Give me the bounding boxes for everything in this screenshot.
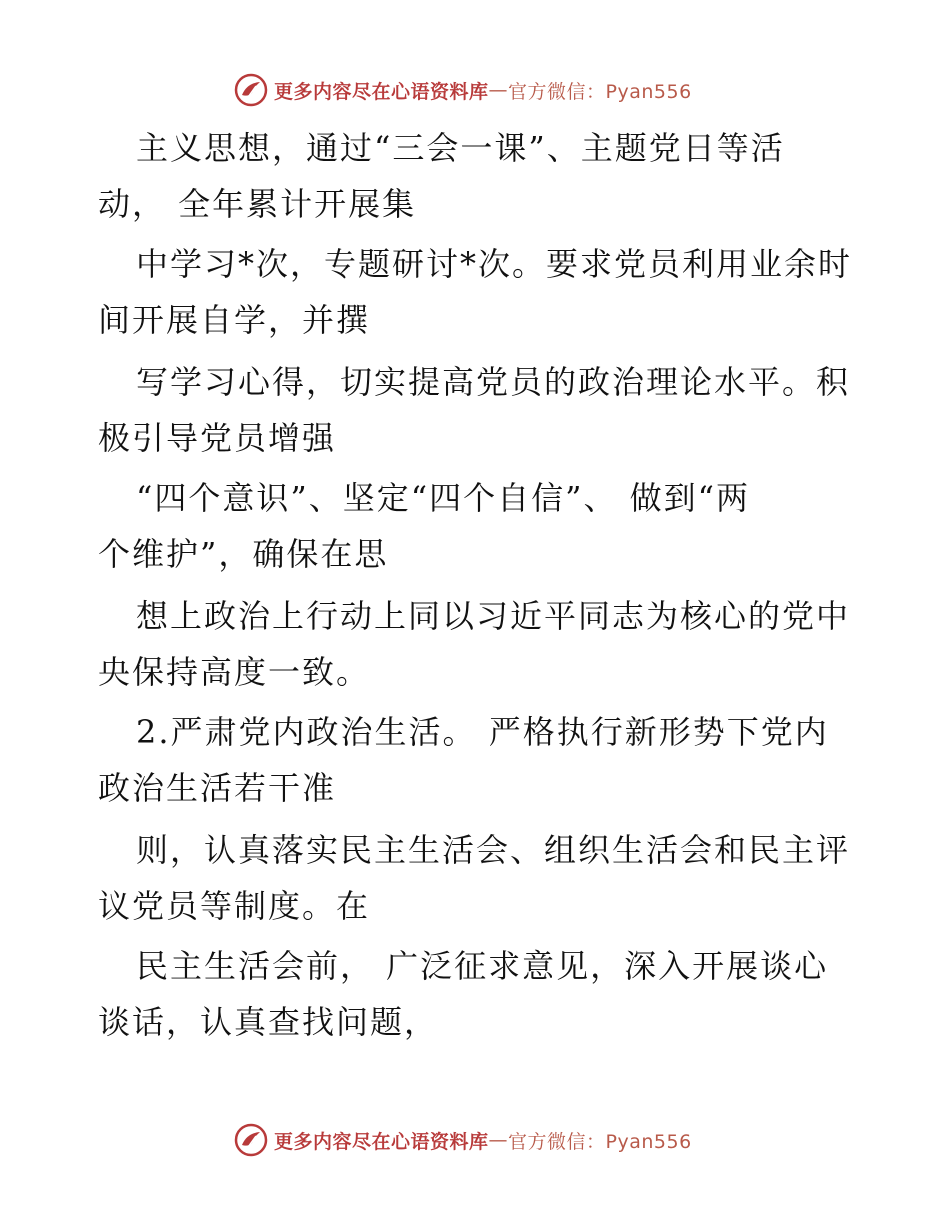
body-line: 动， 全年累计开展集 — [98, 185, 417, 223]
body-line: “四个意识”、坚定“四个自信”、 做到“两 — [136, 479, 750, 517]
footer-banner — [234, 1122, 692, 1158]
header-banner — [234, 72, 692, 108]
body-line: 政治生活若干准 — [98, 769, 337, 807]
banner-contact-text: 官方微信：Pyan556 — [508, 1130, 692, 1153]
banner-contact-text: 官方微信：Pyan556 — [508, 80, 692, 103]
body-line: 中学习*次，专题研讨*次。要求党员利用业余时 — [136, 245, 853, 283]
body-line: 个维护”，确保在思 — [98, 535, 389, 573]
body-line: 2.严肃党内政治生活。 严格执行新形势下党内 — [136, 713, 829, 751]
body-line: 主义思想，通过“三会一课”、主题党日等活 — [136, 129, 785, 167]
body-line: 民主生活会前， 广泛征求意见，深入开展谈心 — [136, 947, 829, 985]
body-line: 写学习心得，切实提高党员的政治理论水平。积 — [136, 363, 851, 401]
banner-separator: — — [488, 79, 509, 101]
banner-separator: — — [488, 1129, 509, 1151]
banner-brand-text: 更多内容尽在心语资料库 — [274, 80, 489, 103]
body-line: 谈话，认真查找问题， — [98, 1003, 439, 1041]
banner-brand-text: 更多内容尽在心语资料库 — [274, 1130, 489, 1153]
stamp-logo-icon — [234, 1123, 268, 1157]
body-line: 间开展自学，并撰 — [98, 301, 371, 339]
body-line: 极引导党员增强 — [98, 419, 337, 457]
body-line: 议党员等制度。在 — [98, 887, 371, 925]
body-line: 则，认真落实民主生活会、组织生活会和民主评 — [136, 831, 851, 869]
body-line: 央保持高度一致。 — [98, 653, 371, 691]
body-line: 想上政治上行动上同以习近平同志为核心的党中 — [136, 597, 851, 635]
stamp-logo-icon — [234, 73, 268, 107]
